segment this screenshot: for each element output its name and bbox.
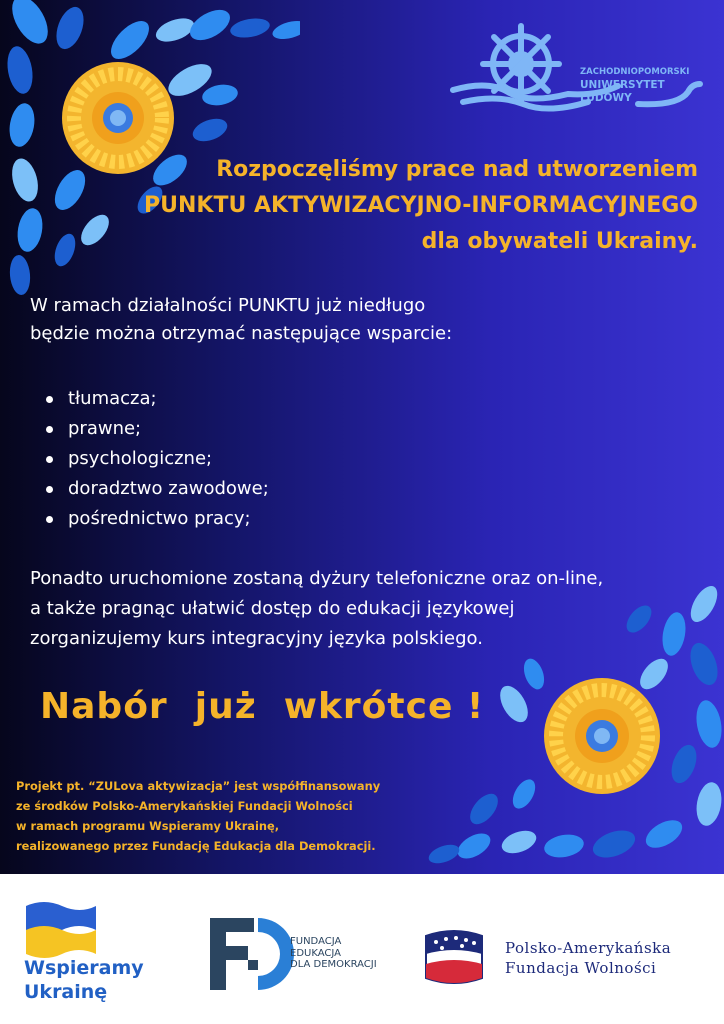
org-name [580, 66, 700, 105]
headline [58, 152, 698, 260]
paragraph-line: a także pragnąc ułatwić dostęp do edukacji językowej [30, 598, 515, 619]
logo-text-line: Ukrainę [24, 981, 108, 1003]
list-item: pośrednictwo pracy; [46, 504, 269, 534]
wspieramy-ukraine-logo-text [24, 956, 144, 1004]
logo-text-line: DLA DEMOKRACJI [290, 959, 377, 970]
paff-flag-icon [422, 926, 486, 988]
flower-decoration-bottom-right [424, 584, 724, 874]
org-name-line: UNIWERSYTET [580, 79, 665, 91]
logo-text-line: Wspieramy [24, 957, 144, 979]
intro-line: W ramach działalności PUNKTU już niedługo [30, 295, 426, 316]
support-list [46, 384, 269, 534]
footer [0, 874, 724, 1024]
headline-line: Rozpoczęliśmy prace nad utworzeniem [216, 157, 698, 182]
logo-text-line: FUNDACJA [290, 936, 342, 947]
project-note-line: Projekt pt. “ZULova aktywizacja” jest współfinansowany [16, 779, 381, 793]
list-item: tłumacza; [46, 384, 269, 414]
ukraine-flag-icon [24, 900, 174, 960]
list-item: psychologiczne; [46, 444, 269, 474]
logo-text-line: EDUKACJA [290, 947, 341, 959]
recruitment-headline: Nabór już wkrótce ! [40, 686, 485, 727]
intro-line: będzie można otrzymać następujące wsparcie: [30, 323, 453, 344]
paragraph-line: Ponadto uruchomione zostaną dyżury telefoniczne oraz on-line, [30, 568, 604, 589]
list-item: prawne; [46, 414, 269, 444]
headline-line: dla obywateli Ukrainy. [421, 229, 698, 254]
headline-line: PUNKTU AKTYWIZACYJNO-INFORMACYJNEGO [144, 193, 698, 218]
logo-text-line: Fundacja Wolności [505, 959, 657, 977]
paragraph-line: zorganizujemy kurs integracyjny języka polskiego. [30, 628, 483, 649]
paff-logo-text [505, 938, 671, 978]
logo-text-line: Polsko-Amerykańska [505, 939, 672, 957]
project-note [16, 776, 446, 856]
fed-logo-text [290, 936, 377, 971]
intro-text [30, 292, 550, 348]
list-item: doradztwo zawodowe; [46, 474, 269, 504]
project-note-line: ze środków Polsko-Amerykańskiej Fundacji Wolności [16, 799, 353, 813]
project-note-line: w ramach programu Wspieramy Ukrainę, [16, 819, 280, 833]
org-name-line: LUDOWY [580, 92, 632, 104]
project-note-line: realizowanego przez Fundację Edukacja dla Demokracji. [16, 839, 376, 853]
org-name-line: ZACHODNIOPOMORSKI [580, 67, 690, 77]
